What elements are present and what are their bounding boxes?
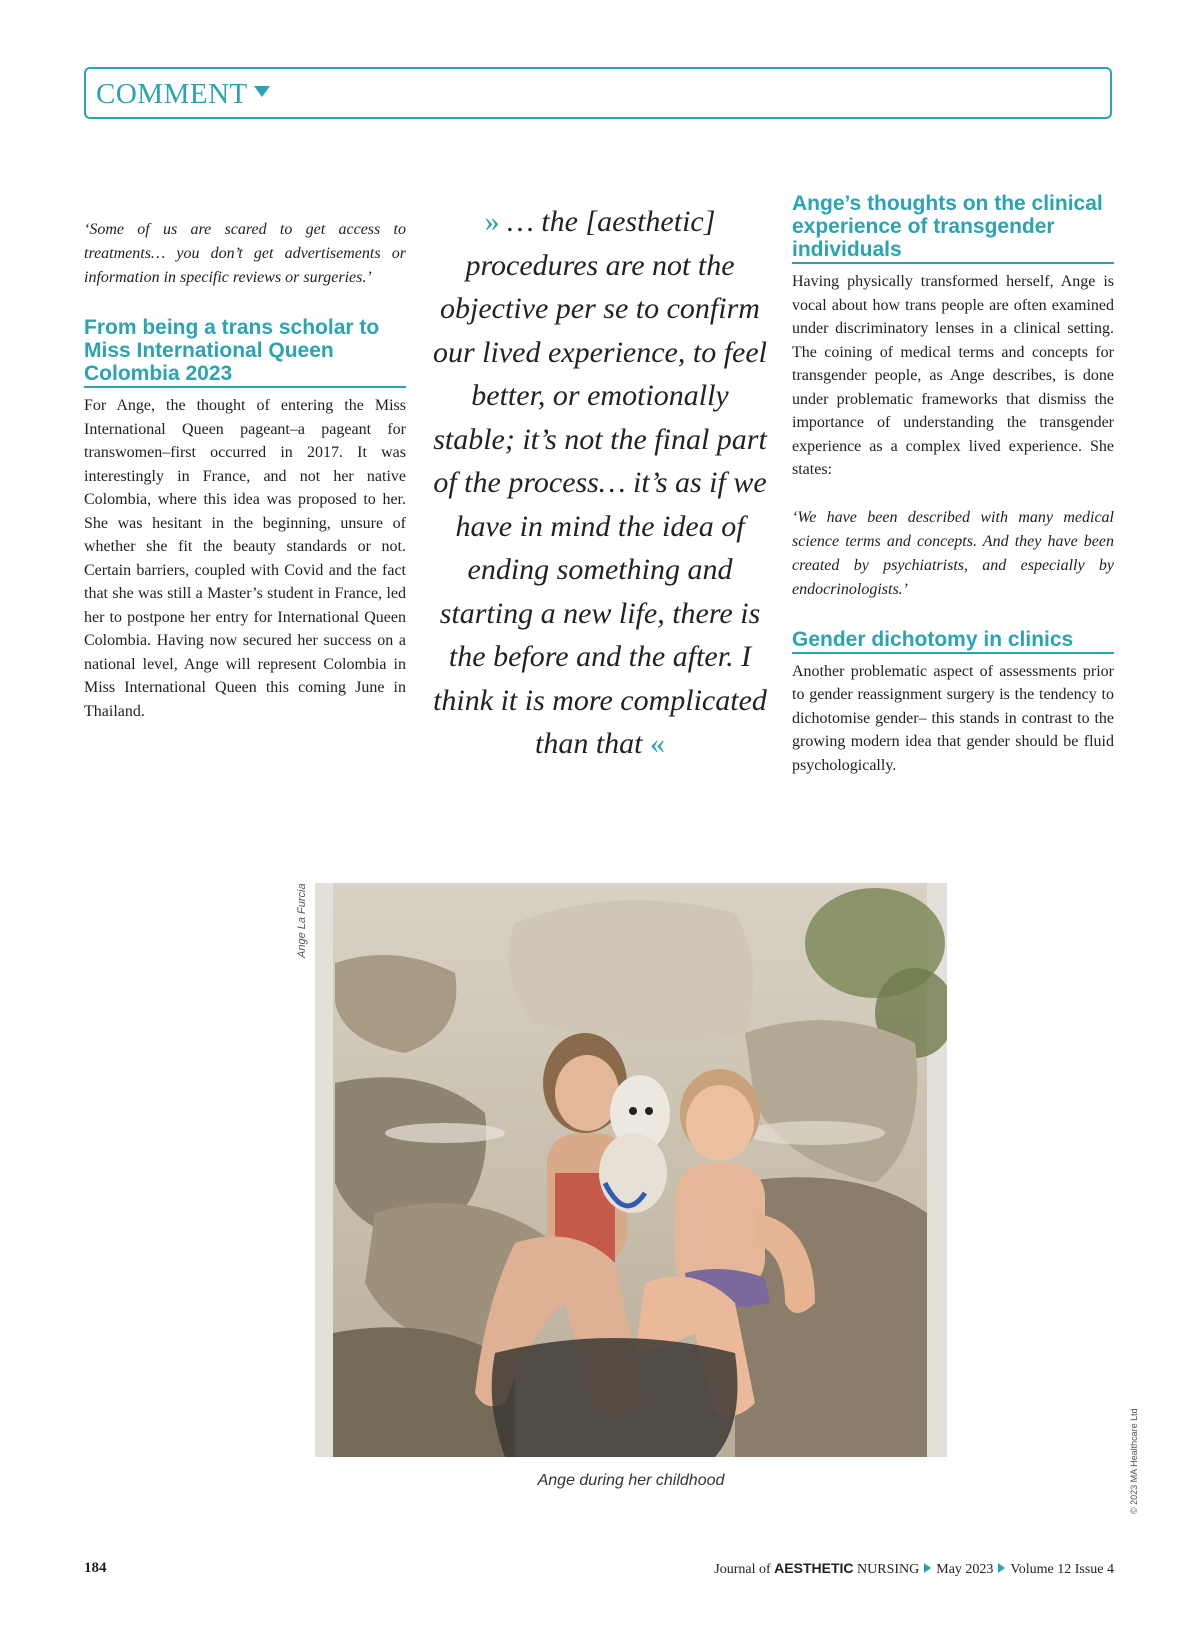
close-quote-mark: « [650, 727, 665, 760]
issue-date: May 2023 [936, 1562, 994, 1577]
issue-volume: Volume 12 Issue 4 [1010, 1562, 1114, 1577]
section-header-box [84, 67, 1112, 119]
paragraph-dichotomy: Another problematic aspect of assessments prior to gender reassignment surgery is the tendency to dichotomise gender– this stands in contrast to the growing modern idea that gender should be fluid psychologically. [792, 662, 1114, 774]
right-column [792, 192, 1114, 777]
journal-suffix: NURSING [853, 1562, 920, 1577]
journal-prefix: Journal of [714, 1562, 775, 1577]
triangle-right-icon [998, 1563, 1005, 1573]
paragraph-pageant: For Ange, the thought of entering the Miss International Queen pageant–a pageant for transwomen–first occurred in 2017. It was interestingly in France, and not her native Colombia, where this idea was proposed to her. She was hesitant in the beginning, unsure of whether she fit the beauty standards or not. Certain barriers, coupled with Covid and the fact that she was still a Master’s student in France, led her to postpone her entry for International Queen Colombia. Having now secured her success on a national level, Ange will represent Colombia in Miss International Queen this coming June in Thailand. [84, 397, 406, 720]
paragraph-clinical: Having physically transformed herself, Ange is vocal about how trans people are often examined under discriminatory lenses in a clinical setting. The coining of medical terms and concepts for transgender people, as Ange describes, is done under problematic frameworks that dismiss the importance of understanding the transgender experience as a complex lived experience. She states: [792, 273, 1114, 478]
quote-medical-terms: ‘We have been described with many medical science terms and concepts. And they have been created by psychiatrists, and especially by endocrinologists.’ [792, 508, 1114, 598]
photo-caption: Ange during her childhood [537, 1472, 725, 1489]
page-number: 184 [84, 1560, 107, 1576]
left-column [84, 218, 406, 723]
pull-quote-text: … the [aesthetic] procedures are not the objective per se to confirm our lived experience, to feel better, or emotionally stable; it’s not the final part of the process… it’s as if we have in mind the idea of ending something and starting a new life, there is the before and the after. I think it is more complicated than that [432, 205, 767, 760]
footer-journal [714, 1560, 1114, 1578]
heading-clinical-experience: Ange’s thoughts on the clinical experience of transgender individuals [792, 192, 1114, 264]
journal-name-strong: AESTHETIC [774, 1560, 854, 1576]
childhood-photo [315, 883, 947, 1457]
heading-trans-scholar: From being a trans scholar to Miss International Queen Colombia 2023 [84, 316, 406, 388]
photo-credit: Ange La Furcia [296, 883, 308, 958]
lead-quote: ‘Some of us are scared to get access to treatments… you don’t get advertisements or information in specific reviews or surgeries.’ [84, 221, 406, 286]
photo-illustration [315, 883, 947, 1457]
open-quote-mark: » [484, 205, 500, 238]
section-label [96, 78, 270, 111]
caret-down-icon [254, 86, 270, 97]
pull-quote [430, 200, 770, 766]
heading-gender-dichotomy: Gender dichotomy in clinics [792, 628, 1114, 654]
pull-quote-column [430, 200, 770, 766]
triangle-right-icon [924, 1563, 931, 1573]
section-label-text: COMMENT [96, 78, 248, 110]
copyright-notice: © 2023 MA Healthcare Ltd [1129, 1408, 1139, 1514]
